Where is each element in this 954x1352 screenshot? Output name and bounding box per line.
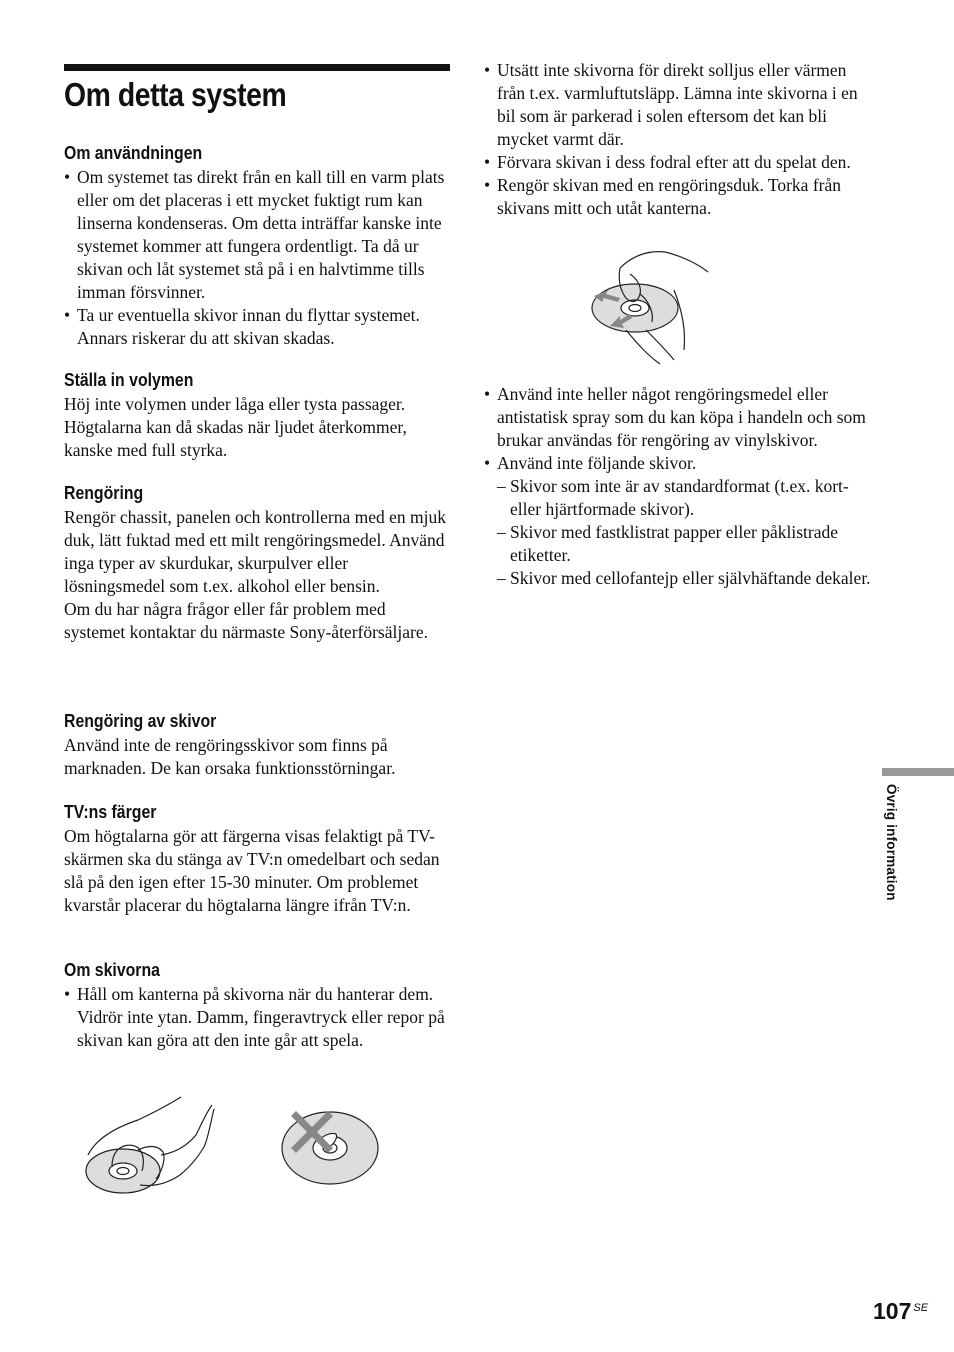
list-subitem: – Skivor med fastklistrat papper eller påklistrade etiketter.	[484, 521, 874, 567]
section-heading: Om skivorna	[64, 960, 160, 980]
section-rengoring	[64, 483, 450, 644]
side-section-label: Övrig information	[884, 784, 899, 901]
section-text: Använd inte de rengöringsskivor som finns på marknaden. De kan orsaka funktionsstörningar.	[64, 735, 396, 778]
page-number-suffix: SE	[913, 1302, 929, 1314]
bullet-list	[64, 166, 450, 350]
list-item: • Använd inte följande skivor.	[484, 452, 874, 475]
section-rengoring-av-skivor	[64, 711, 450, 780]
page-number	[873, 1298, 929, 1325]
list-item: • Förvara skivan i dess fodral efter att du spelat den.	[484, 151, 874, 174]
wrong-handling-disc-illustration	[278, 1108, 383, 1188]
section-heading: Ställa in volymen	[64, 370, 194, 390]
section-om-anvandningen	[64, 143, 450, 350]
bullet-list-bottom	[484, 383, 874, 590]
bullet-list-top	[484, 59, 874, 220]
list-item: • Håll om kanterna på skivorna när du hanterar dem. Vidrör inte ytan. Damm, fingeravtryck eller repor på skivan kan göra att den inte går att spela.	[64, 983, 450, 1052]
list-item: • Rengör skivan med en rengöringsduk. Torka från skivans mitt och utåt kanterna.	[484, 174, 874, 220]
section-heading: Om användningen	[64, 143, 203, 163]
section-heading: Rengöring	[64, 483, 144, 503]
page-title: Om detta system	[64, 76, 287, 113]
section-heading: TV:ns färger	[64, 802, 157, 822]
hand-holding-disc-illustration	[78, 1095, 218, 1200]
section-text: Om högtalarna gör att färgerna visas felaktigt på TV-skärmen ska du stänga av TV:n omedelbart och sedan slå på den igen efter 15-30 minuter. Om problemet kvarstår placerar du högtalarna längre ifrån TV:n.	[64, 826, 440, 915]
section-tv-farger	[64, 802, 450, 917]
list-subitem: – Skivor som inte är av standardformat (t.ex. kort- eller hjärtformade skivor).	[484, 475, 874, 521]
section-stalla-in-volymen	[64, 370, 450, 462]
list-subitem: – Skivor med cellofantejp eller självhäftande dekaler.	[484, 567, 874, 590]
side-tab-bar	[882, 768, 954, 776]
title-rule	[64, 64, 450, 71]
list-item: • Ta ur eventuella skivor innan du flyttar systemet. Annars riskerar du att skivan skadas.	[64, 304, 450, 350]
section-text: Höj inte volymen under låga eller tysta passager. Högtalarna kan då skadas när ljudet återkommer, kanske med full styrka.	[64, 394, 407, 460]
section-text: Om du har några frågor eller får problem med systemet kontaktar du närmaste Sony-återförsäljare.	[64, 599, 428, 642]
page-number-value: 107	[873, 1298, 912, 1324]
bullet-list	[64, 983, 450, 1052]
section-text: Rengör chassit, panelen och kontrollerna med en mjuk duk, lätt fuktad med ett milt rengöringsmedel. Använd inga typer av skurdukar, skurpulver eller lösningsmedel som t.ex. alkohol eller bensin.	[64, 507, 446, 596]
section-heading: Rengöring av skivor	[64, 711, 217, 731]
section-om-skivorna	[64, 960, 450, 1052]
list-item: • Utsätt inte skivorna för direkt solljus eller värmen från t.ex. varmluftutsläpp. Lämna inte skivorna i en bil som är parkerad i solen eftersom det kan bli mycket varmt där.	[484, 59, 874, 151]
list-item: • Använd inte heller något rengöringsmedel eller antistatisk spray som du kan köpa i handeln och som brukar användas för rengöring av vinylskivor.	[484, 383, 874, 452]
cleaning-disc-illustration	[590, 250, 715, 368]
list-item: • Om systemet tas direkt från en kall till en varm plats eller om det placeras i ett mycket fuktigt rum kan linserna kondenseras. Om detta inträffar kanske inte systemet kommer att fungera ordentligt. Ta då ur skivan och låt systemet stå på i en halvtimme tills imman försvinner.	[64, 166, 450, 304]
